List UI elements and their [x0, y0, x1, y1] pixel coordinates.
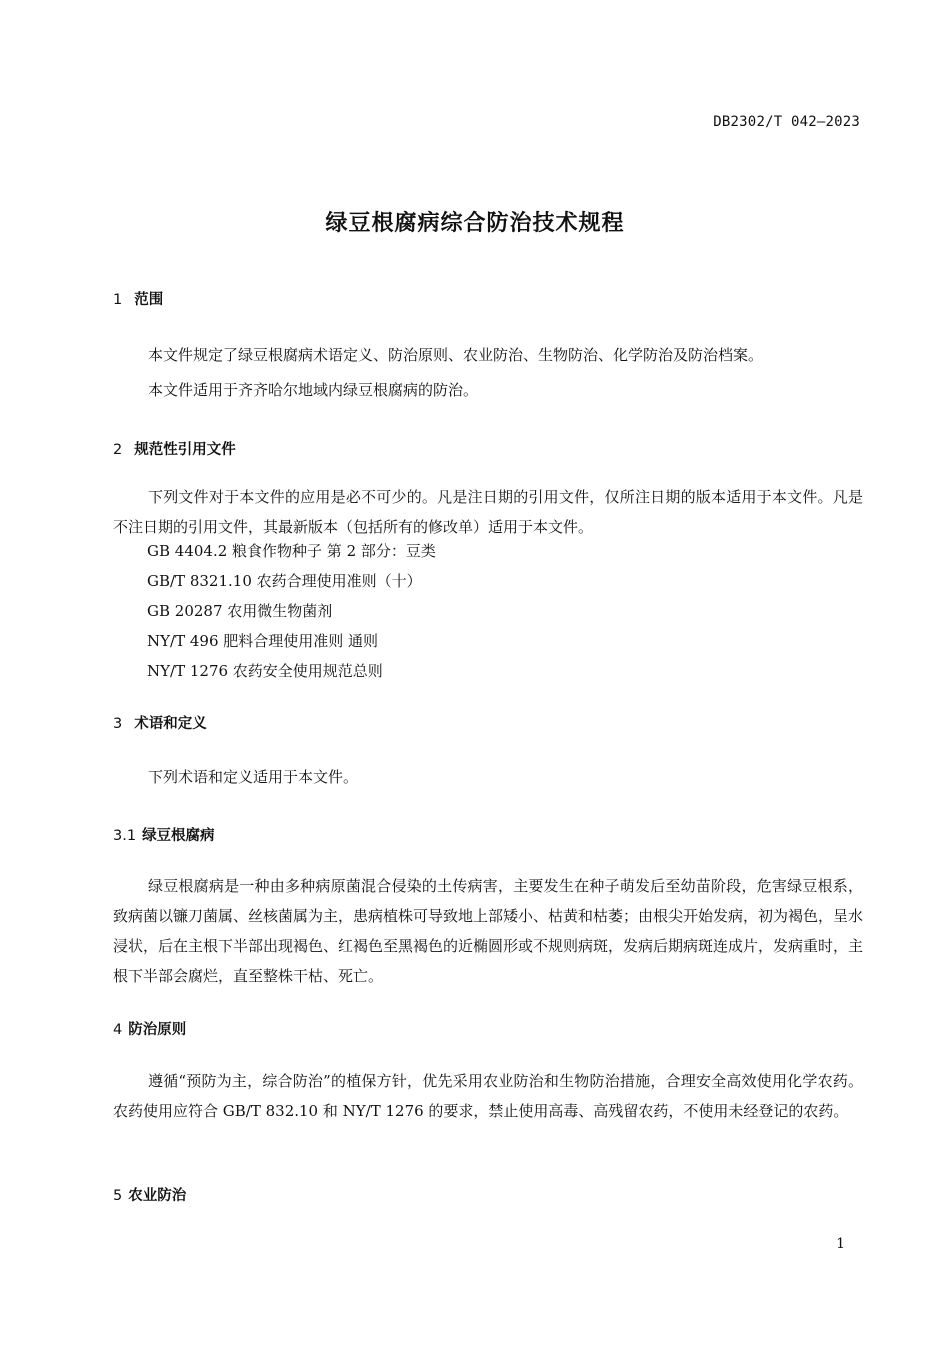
reference-item: GB 20287 农用微生物菌剂: [147, 602, 333, 620]
section-heading-agricultural-control: [113, 1184, 186, 1205]
reference-item: NY/T 1276 农药安全使用规范总则: [147, 662, 383, 680]
section-heading-scope: [113, 288, 163, 309]
section-heading-principles: [113, 1018, 186, 1039]
paragraph: 遵循“预防为主，综合防治”的植保方针，优先采用农业防治和生物防治措施，合理安全高效使用化学农药。农药使用应符合 GB/T 832.10 和 NY/T 1276 的要求，禁止使用高毒、高残留农药，不使用未经登记的农药。: [113, 1072, 863, 1120]
section-number: 3: [113, 716, 123, 732]
section-title: 术语和定义: [134, 716, 207, 732]
section-heading-terms: [113, 712, 207, 733]
paragraph: 下列术语和定义适用于本文件。: [148, 768, 359, 786]
section-heading-normative-references: [113, 438, 236, 459]
section-title: 绿豆根腐病: [142, 828, 215, 844]
section-number: 4: [113, 1022, 123, 1038]
reference-item: GB/T 8321.10 农药合理使用准则（十）: [147, 572, 422, 590]
section-number: 3.1: [113, 828, 137, 844]
paragraph: 本文件规定了绿豆根腐病术语定义、防治原则、农业防治、生物防治、化学防治及防治档案。: [148, 346, 764, 364]
section-title: 防治原则: [128, 1022, 187, 1038]
section-title: 规范性引用文件: [134, 442, 236, 458]
page-number: 1: [836, 1236, 845, 1252]
section-title: 农业防治: [128, 1188, 187, 1204]
paragraph: 下列文件对于本文件的应用是必不可少的。凡是注日期的引用文件，仅所注日期的版本适用于本文件。凡是不注日期的引用文件，其最新版本（包括所有的修改单）适用于本文件。: [113, 488, 863, 536]
reference-item: NY/T 496 肥料合理使用准则 通则: [147, 632, 379, 650]
document-code: DB2302/T 042—2023: [713, 114, 860, 130]
paragraph: 绿豆根腐病是一种由多种病原菌混合侵染的土传病害，主要发生在种子萌发后至幼苗阶段，危害绿豆根系，致病菌以镰刀菌属、丝核菌属为主，患病植株可导致地上部矮小、枯黄和枯萎；由根尖开始发病，初为褐色，呈水浸状，后在主根下半部出现褐色、红褐色至黑褐色的近椭圆形或不规则病斑，发病后期病斑连成片，发病重时，主根下半部会腐烂，直至整株干枯、死亡。: [113, 877, 864, 985]
section-number: 5: [113, 1188, 123, 1204]
section-title: 范围: [134, 292, 164, 308]
paragraph: 本文件适用于齐齐哈尔地域内绿豆根腐病的防治。: [148, 381, 479, 399]
document-title: 绿豆根腐病综合防治技术规程: [325, 211, 625, 236]
subsection-heading-root-rot: [113, 824, 215, 845]
section-number: 2: [113, 442, 123, 458]
section-number: 1: [113, 292, 123, 308]
reference-item: GB 4404.2 粮食作物种子 第 2 部分：豆类: [147, 542, 436, 560]
